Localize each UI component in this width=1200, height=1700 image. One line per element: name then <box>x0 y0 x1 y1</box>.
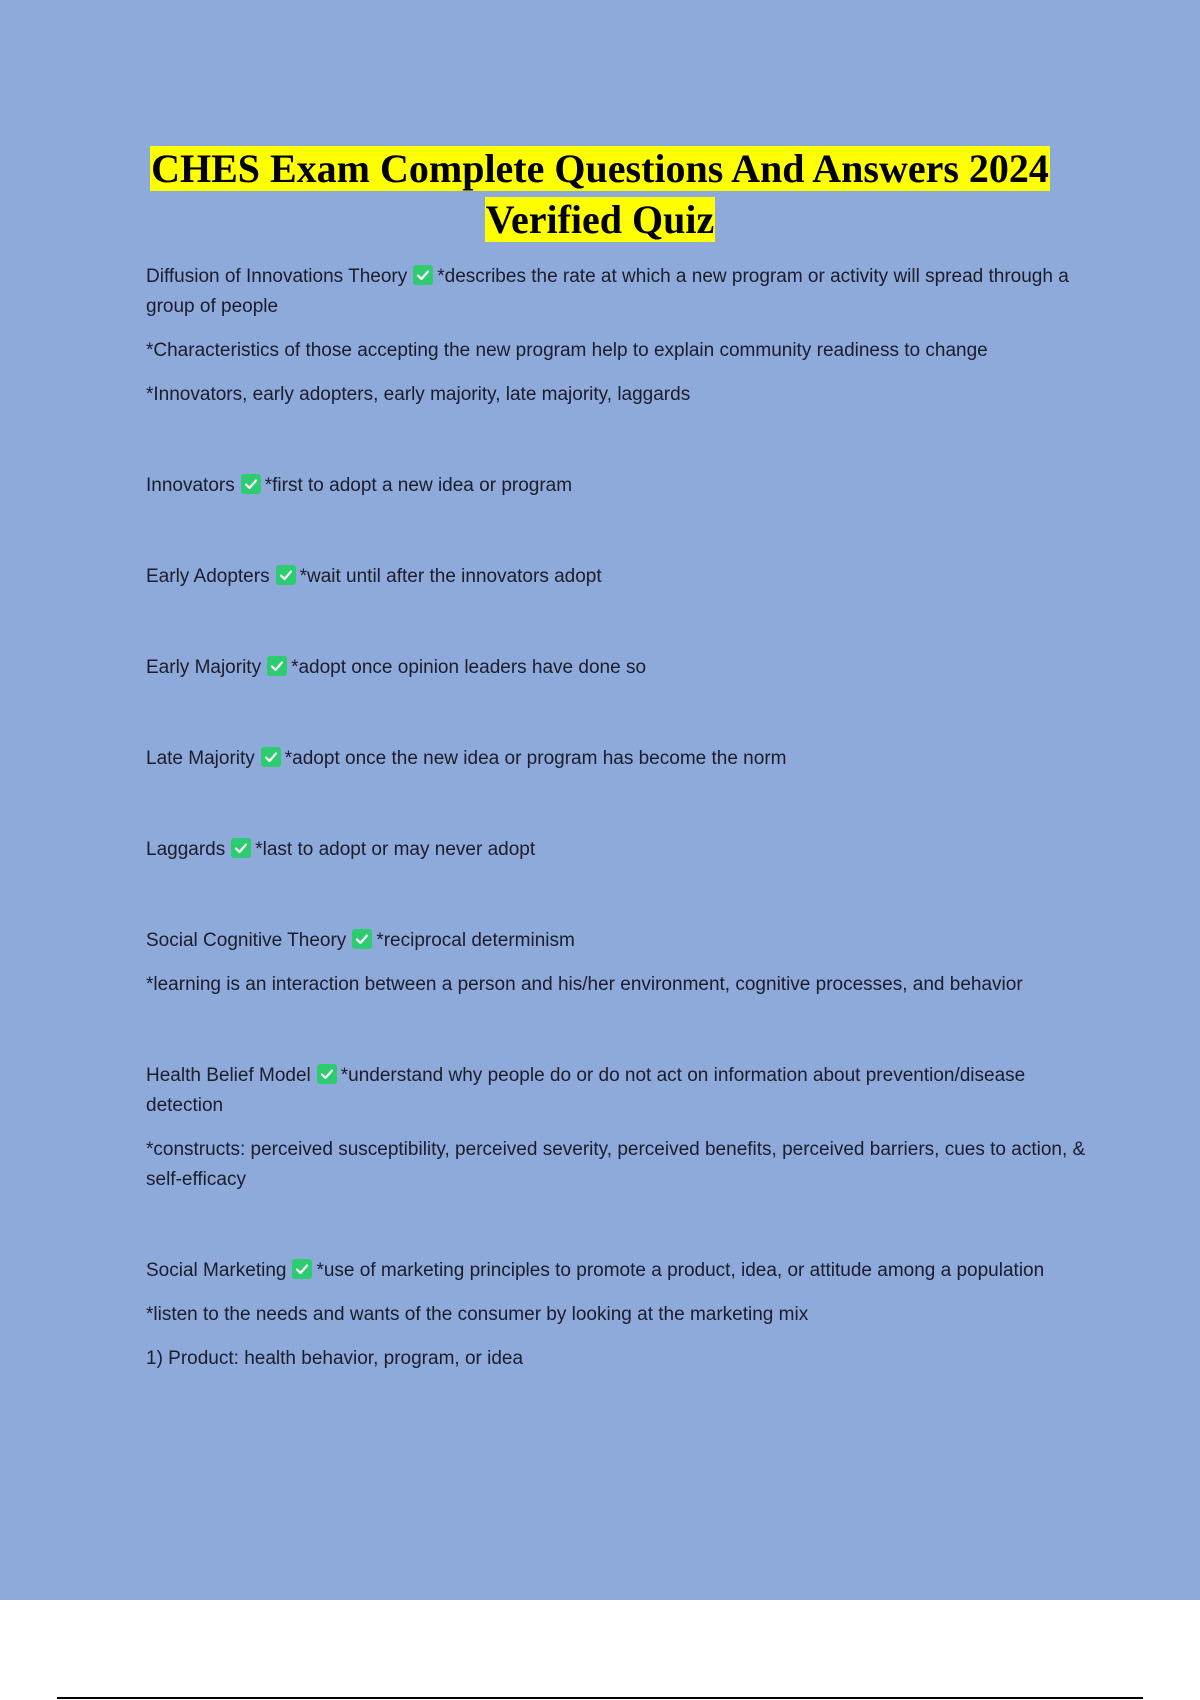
definition: *reciprocal determinism <box>376 930 575 951</box>
check-box-icon <box>231 838 251 858</box>
detail-line: *Innovators, early adopters, early majority, late majority, laggards <box>146 384 691 405</box>
qa-main-line <box>146 1061 1096 1121</box>
qa-main-line <box>146 926 1096 956</box>
qa-entry <box>146 744 1096 774</box>
term: Social Marketing <box>146 1260 287 1281</box>
qa-main-line <box>146 562 1096 592</box>
detail-line: *Characteristics of those accepting the new program help to explain community readiness to change <box>146 340 988 361</box>
term: Early Majority <box>146 657 262 678</box>
check-box-icon <box>413 265 433 285</box>
detail-line: 1) Product: health behavior, program, or idea <box>146 1348 524 1369</box>
qa-entry <box>146 835 1096 865</box>
check-box-icon <box>267 656 287 676</box>
qa-main-line <box>146 1256 1096 1286</box>
qa-entry <box>146 653 1096 683</box>
title-line-1: CHES Exam Complete Questions And Answers 2024 <box>151 146 1049 191</box>
footer-divider <box>57 1697 1143 1699</box>
qa-entry <box>146 1256 1096 1374</box>
check-box-icon <box>292 1259 312 1279</box>
qa-entry <box>146 1061 1096 1195</box>
term: Laggards <box>146 839 226 860</box>
qa-main-line <box>146 471 1096 501</box>
check-box-icon <box>352 929 372 949</box>
qa-entry <box>146 262 1096 410</box>
qa-entry <box>146 926 1096 1000</box>
check-box-icon <box>261 747 281 767</box>
definition: *wait until after the innovators adopt <box>299 566 602 587</box>
term: Health Belief Model <box>146 1065 311 1086</box>
check-box-icon <box>241 474 261 494</box>
term: Innovators <box>146 475 235 496</box>
term: Diffusion of Innovations Theory <box>146 266 408 287</box>
definition: *describes the rate at which a new program or activity will spread through a group of people <box>146 266 1069 317</box>
definition: *last to adopt or may never adopt <box>255 839 536 860</box>
term: Late Majority <box>146 748 255 769</box>
definition: *understand why people do or do not act on information about prevention/disease detection <box>146 1065 1026 1116</box>
qa-main-line <box>146 744 1096 774</box>
check-box-icon <box>276 565 296 585</box>
title-line-2: Verified Quiz <box>485 197 715 242</box>
qa-main-line <box>146 835 1096 865</box>
document-title <box>0 143 1200 245</box>
qa-entry <box>146 471 1096 501</box>
qa-main-line <box>146 653 1096 683</box>
definition: *adopt once opinion leaders have done so <box>291 657 647 678</box>
detail-line: *listen to the needs and wants of the consumer by looking at the marketing mix <box>146 1304 809 1325</box>
qa-entry <box>146 562 1096 592</box>
qa-main-line <box>146 262 1096 322</box>
definition: *adopt once the new idea or program has become the norm <box>284 748 787 769</box>
detail-line: *constructs: perceived susceptibility, perceived severity, perceived benefits, perceived barriers, cues to action, & self-efficacy <box>146 1139 1086 1190</box>
qa-list <box>146 262 1096 1435</box>
check-box-icon <box>317 1064 337 1084</box>
detail-line: *learning is an interaction between a person and his/her environment, cognitive processes, and behavior <box>146 974 1023 995</box>
term: Early Adopters <box>146 566 270 587</box>
definition: *use of marketing principles to promote a product, idea, or attitude among a population <box>316 1260 1045 1281</box>
term: Social Cognitive Theory <box>146 930 347 951</box>
definition: *first to adopt a new idea or program <box>264 475 573 496</box>
